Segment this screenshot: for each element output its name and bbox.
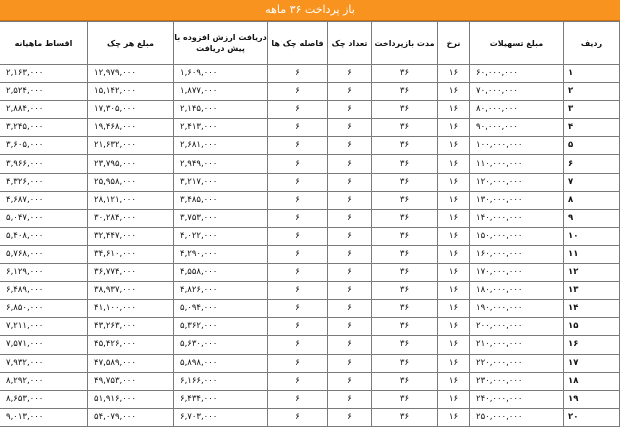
each-check-amount-cell: ۱۵,۱۴۲,۰۰۰ [88,83,174,101]
check-count-cell: ۶ [328,282,372,300]
header-row-no: ردیف [564,22,620,65]
check-interval-cell: ۶ [268,83,328,101]
monthly-installment-cell: ۳,۶۰۵,۰۰۰ [0,137,88,155]
each-check-amount-cell: ۳۰,۲۸۴,۰۰۰ [88,209,174,227]
repayment-period-cell: ۳۶ [372,137,438,155]
table-row [0,173,620,191]
each-check-amount-cell: ۲۱,۶۳۲,۰۰۰ [88,137,174,155]
facility-amount-cell: ۱۴۰,۰۰۰,۰۰۰ [470,209,564,227]
each-check-amount-cell: ۵۱,۹۱۶,۰۰۰ [88,390,174,408]
table-row [0,227,620,245]
vat-cell: ۵,۶۳۰,۰۰۰ [174,336,268,354]
table-row [0,264,620,282]
check-count-cell: ۶ [328,209,372,227]
check-interval-cell: ۶ [268,282,328,300]
table-row [0,119,620,137]
facility-amount-cell: ۱۵۰,۰۰۰,۰۰۰ [470,227,564,245]
rate-cell: ۱۶ [438,300,470,318]
vat-cell: ۲,۶۸۱,۰۰۰ [174,137,268,155]
repayment-period-cell: ۳۶ [372,408,438,426]
table-title: باز پرداخت ۳۶ ماهه [0,0,620,21]
row-number-cell: ۷ [564,173,620,191]
check-count-cell: ۶ [328,336,372,354]
table-row [0,354,620,372]
table-row [0,408,620,426]
row-number-cell: ۱۰ [564,227,620,245]
row-number-cell: ۱۶ [564,336,620,354]
vat-cell: ۶,۴۳۴,۰۰۰ [174,390,268,408]
header-vat-with-advance: دریافت ارزش افزوده با پیش دریافت [174,22,268,65]
facility-amount-cell: ۷۰,۰۰۰,۰۰۰ [470,83,564,101]
facility-amount-cell: ۱۰۰,۰۰۰,۰۰۰ [470,137,564,155]
rate-cell: ۱۶ [438,264,470,282]
facility-amount-cell: ۸۰,۰۰۰,۰۰۰ [470,101,564,119]
rate-cell: ۱۶ [438,191,470,209]
monthly-installment-cell: ۹,۰۱۳,۰۰۰ [0,408,88,426]
facility-amount-cell: ۲۳۰,۰۰۰,۰۰۰ [470,372,564,390]
vat-cell: ۴,۵۵۸,۰۰۰ [174,264,268,282]
repayment-period-cell: ۳۶ [372,372,438,390]
table-row [0,209,620,227]
repayment-period-cell: ۳۶ [372,191,438,209]
check-interval-cell: ۶ [268,227,328,245]
table-row [0,390,620,408]
row-number-cell: ۵ [564,137,620,155]
row-number-cell: ۸ [564,191,620,209]
check-interval-cell: ۶ [268,408,328,426]
vat-cell: ۲,۱۴۵,۰۰۰ [174,101,268,119]
row-number-cell: ۱۲ [564,264,620,282]
table-row [0,191,620,209]
row-number-cell: ۲۰ [564,408,620,426]
vat-cell: ۲,۴۱۳,۰۰۰ [174,119,268,137]
check-interval-cell: ۶ [268,209,328,227]
each-check-amount-cell: ۳۸,۹۳۷,۰۰۰ [88,282,174,300]
monthly-installment-cell: ۸,۶۵۳,۰۰۰ [0,390,88,408]
rate-cell: ۱۶ [438,282,470,300]
each-check-amount-cell: ۴۳,۲۶۳,۰۰۰ [88,318,174,336]
monthly-installment-cell: ۴,۳۲۶,۰۰۰ [0,173,88,191]
vat-cell: ۳,۷۵۳,۰۰۰ [174,209,268,227]
rate-cell: ۱۶ [438,354,470,372]
monthly-installment-cell: ۵,۷۶۸,۰۰۰ [0,245,88,263]
check-count-cell: ۶ [328,354,372,372]
table-row [0,282,620,300]
facility-amount-cell: ۶۰,۰۰۰,۰۰۰ [470,65,564,83]
header-row [0,22,620,65]
row-number-cell: ۱۵ [564,318,620,336]
facility-amount-cell: ۹۰,۰۰۰,۰۰۰ [470,119,564,137]
facility-amount-cell: ۲۵۰,۰۰۰,۰۰۰ [470,408,564,426]
table-row [0,318,620,336]
vat-cell: ۳,۲۱۷,۰۰۰ [174,173,268,191]
row-number-cell: ۲ [564,83,620,101]
repayment-period-cell: ۳۶ [372,155,438,173]
vat-cell: ۱,۸۷۷,۰۰۰ [174,83,268,101]
repayment-table [0,21,620,427]
monthly-installment-cell: ۸,۲۹۲,۰۰۰ [0,372,88,390]
facility-amount-cell: ۲۴۰,۰۰۰,۰۰۰ [470,390,564,408]
rate-cell: ۱۶ [438,137,470,155]
vat-cell: ۴,۸۲۶,۰۰۰ [174,282,268,300]
facility-amount-cell: ۱۸۰,۰۰۰,۰۰۰ [470,282,564,300]
vat-cell: ۳,۴۸۵,۰۰۰ [174,191,268,209]
check-count-cell: ۶ [328,83,372,101]
each-check-amount-cell: ۲۳,۷۹۵,۰۰۰ [88,155,174,173]
monthly-installment-cell: ۲,۵۲۴,۰۰۰ [0,83,88,101]
facility-amount-cell: ۱۳۰,۰۰۰,۰۰۰ [470,191,564,209]
check-count-cell: ۶ [328,155,372,173]
check-count-cell: ۶ [328,318,372,336]
monthly-installment-cell: ۷,۲۱۱,۰۰۰ [0,318,88,336]
header-monthly-installment: اقساط ماهیانه [0,22,88,65]
rate-cell: ۱۶ [438,227,470,245]
repayment-period-cell: ۳۶ [372,227,438,245]
each-check-amount-cell: ۱۷,۳۰۵,۰۰۰ [88,101,174,119]
table-body [0,65,620,427]
rate-cell: ۱۶ [438,101,470,119]
table-row [0,65,620,83]
monthly-installment-cell: ۵,۴۰۸,۰۰۰ [0,227,88,245]
check-count-cell: ۶ [328,137,372,155]
facility-amount-cell: ۱۱۰,۰۰۰,۰۰۰ [470,155,564,173]
check-count-cell: ۶ [328,300,372,318]
facility-amount-cell: ۲۱۰,۰۰۰,۰۰۰ [470,336,564,354]
each-check-amount-cell: ۴۷,۵۸۹,۰۰۰ [88,354,174,372]
monthly-installment-cell: ۲,۸۸۴,۰۰۰ [0,101,88,119]
table-row [0,101,620,119]
check-interval-cell: ۶ [268,372,328,390]
header-check-interval: فاصله چک ها [268,22,328,65]
check-interval-cell: ۶ [268,137,328,155]
table-row [0,372,620,390]
check-interval-cell: ۶ [268,65,328,83]
rate-cell: ۱۶ [438,318,470,336]
repayment-period-cell: ۳۶ [372,119,438,137]
repayment-period-cell: ۳۶ [372,354,438,372]
vat-cell: ۴,۲۹۰,۰۰۰ [174,245,268,263]
each-check-amount-cell: ۴۹,۷۵۳,۰۰۰ [88,372,174,390]
repayment-period-cell: ۳۶ [372,65,438,83]
check-count-cell: ۶ [328,227,372,245]
each-check-amount-cell: ۱۲,۹۷۹,۰۰۰ [88,65,174,83]
check-interval-cell: ۶ [268,191,328,209]
table-row [0,300,620,318]
repayment-period-cell: ۳۶ [372,282,438,300]
repayment-period-cell: ۳۶ [372,318,438,336]
rate-cell: ۱۶ [438,65,470,83]
check-count-cell: ۶ [328,408,372,426]
row-number-cell: ۴ [564,119,620,137]
repayment-period-cell: ۳۶ [372,173,438,191]
rate-cell: ۱۶ [438,155,470,173]
monthly-installment-cell: ۶,۴۸۹,۰۰۰ [0,282,88,300]
facility-amount-cell: ۱۲۰,۰۰۰,۰۰۰ [470,173,564,191]
vat-cell: ۱,۶۰۹,۰۰۰ [174,65,268,83]
repayment-period-cell: ۳۶ [372,245,438,263]
facility-amount-cell: ۱۶۰,۰۰۰,۰۰۰ [470,245,564,263]
check-interval-cell: ۶ [268,119,328,137]
row-number-cell: ۱۷ [564,354,620,372]
each-check-amount-cell: ۳۶,۷۷۴,۰۰۰ [88,264,174,282]
monthly-installment-cell: ۷,۵۷۱,۰۰۰ [0,336,88,354]
rate-cell: ۱۶ [438,245,470,263]
repayment-period-cell: ۳۶ [372,83,438,101]
each-check-amount-cell: ۵۴,۰۷۹,۰۰۰ [88,408,174,426]
check-count-cell: ۶ [328,101,372,119]
vat-cell: ۵,۳۶۲,۰۰۰ [174,318,268,336]
header-facility-amount: مبلغ تسهیلات [470,22,564,65]
table-row [0,336,620,354]
rate-cell: ۱۶ [438,173,470,191]
repayment-period-cell: ۳۶ [372,209,438,227]
rate-cell: ۱۶ [438,119,470,137]
each-check-amount-cell: ۱۹,۴۶۸,۰۰۰ [88,119,174,137]
check-count-cell: ۶ [328,65,372,83]
row-number-cell: ۱۱ [564,245,620,263]
table-row [0,83,620,101]
facility-amount-cell: ۱۷۰,۰۰۰,۰۰۰ [470,264,564,282]
check-interval-cell: ۶ [268,318,328,336]
row-number-cell: ۳ [564,101,620,119]
table-row [0,245,620,263]
vat-cell: ۵,۰۹۴,۰۰۰ [174,300,268,318]
check-interval-cell: ۶ [268,390,328,408]
monthly-installment-cell: ۳,۲۴۵,۰۰۰ [0,119,88,137]
vat-cell: ۲,۹۴۹,۰۰۰ [174,155,268,173]
each-check-amount-cell: ۴۵,۴۲۶,۰۰۰ [88,336,174,354]
repayment-period-cell: ۳۶ [372,300,438,318]
check-count-cell: ۶ [328,119,372,137]
check-interval-cell: ۶ [268,264,328,282]
rate-cell: ۱۶ [438,336,470,354]
each-check-amount-cell: ۳۲,۴۴۷,۰۰۰ [88,227,174,245]
table-row [0,137,620,155]
rate-cell: ۱۶ [438,372,470,390]
header-rate: نرخ [438,22,470,65]
facility-amount-cell: ۲۲۰,۰۰۰,۰۰۰ [470,354,564,372]
vat-cell: ۵,۸۹۸,۰۰۰ [174,354,268,372]
monthly-installment-cell: ۵,۰۴۷,۰۰۰ [0,209,88,227]
check-interval-cell: ۶ [268,173,328,191]
repayment-period-cell: ۳۶ [372,264,438,282]
facility-amount-cell: ۱۹۰,۰۰۰,۰۰۰ [470,300,564,318]
vat-cell: ۶,۱۶۶,۰۰۰ [174,372,268,390]
check-interval-cell: ۶ [268,300,328,318]
check-count-cell: ۶ [328,191,372,209]
row-number-cell: ۱۳ [564,282,620,300]
row-number-cell: ۶ [564,155,620,173]
rate-cell: ۱۶ [438,390,470,408]
repayment-period-cell: ۳۶ [372,390,438,408]
header-each-check-amount: مبلغ هر چک [88,22,174,65]
each-check-amount-cell: ۳۴,۶۱۰,۰۰۰ [88,245,174,263]
check-count-cell: ۶ [328,264,372,282]
check-count-cell: ۶ [328,245,372,263]
check-interval-cell: ۶ [268,245,328,263]
row-number-cell: ۱۴ [564,300,620,318]
monthly-installment-cell: ۴,۶۸۷,۰۰۰ [0,191,88,209]
each-check-amount-cell: ۲۸,۱۲۱,۰۰۰ [88,191,174,209]
check-count-cell: ۶ [328,390,372,408]
check-interval-cell: ۶ [268,101,328,119]
check-interval-cell: ۶ [268,354,328,372]
header-repayment-period: مدت بازپرداخت [372,22,438,65]
monthly-installment-cell: ۳,۹۶۶,۰۰۰ [0,155,88,173]
check-count-cell: ۶ [328,372,372,390]
monthly-installment-cell: ۶,۸۵۰,۰۰۰ [0,300,88,318]
row-number-cell: ۱ [564,65,620,83]
check-interval-cell: ۶ [268,336,328,354]
monthly-installment-cell: ۶,۱۲۹,۰۰۰ [0,264,88,282]
each-check-amount-cell: ۴۱,۱۰۰,۰۰۰ [88,300,174,318]
rate-cell: ۱۶ [438,408,470,426]
row-number-cell: ۹ [564,209,620,227]
row-number-cell: ۱۸ [564,372,620,390]
table-row [0,155,620,173]
header-check-count: تعداد چک [328,22,372,65]
rate-cell: ۱۶ [438,83,470,101]
monthly-installment-cell: ۷,۹۳۲,۰۰۰ [0,354,88,372]
repayment-period-cell: ۳۶ [372,101,438,119]
check-interval-cell: ۶ [268,155,328,173]
repayment-period-cell: ۳۶ [372,336,438,354]
row-number-cell: ۱۹ [564,390,620,408]
rate-cell: ۱۶ [438,209,470,227]
vat-cell: ۶,۷۰۳,۰۰۰ [174,408,268,426]
each-check-amount-cell: ۲۵,۹۵۸,۰۰۰ [88,173,174,191]
check-count-cell: ۶ [328,173,372,191]
facility-amount-cell: ۲۰۰,۰۰۰,۰۰۰ [470,318,564,336]
monthly-installment-cell: ۲,۱۶۳,۰۰۰ [0,65,88,83]
vat-cell: ۴,۰۲۲,۰۰۰ [174,227,268,245]
